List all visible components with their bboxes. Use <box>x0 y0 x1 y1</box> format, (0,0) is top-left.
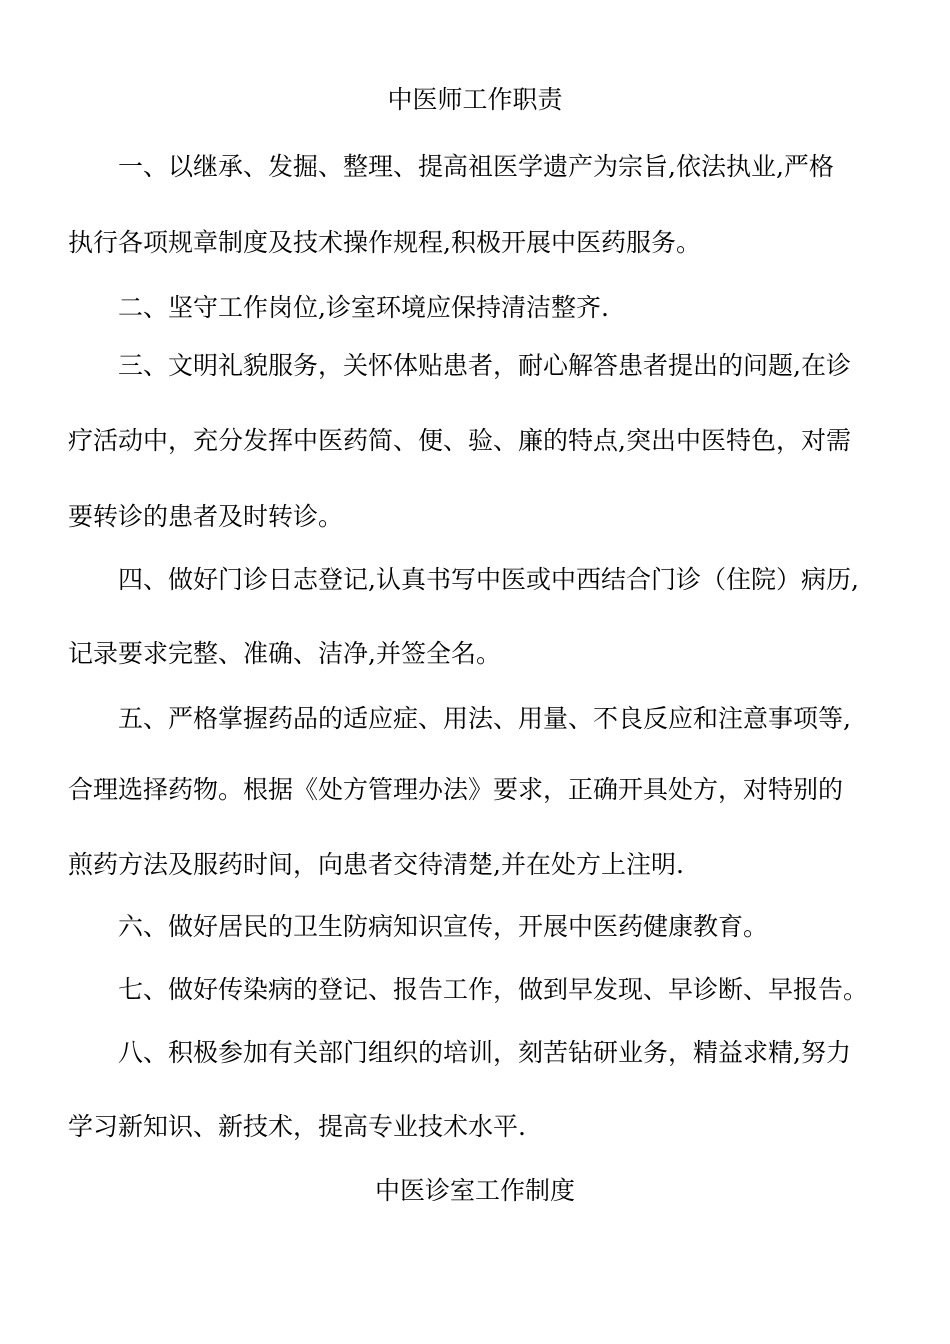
paragraph-3-line-2: 疗活动中，充分发挥中医药简、便、验、廉的特点,突出中医特色，对需 <box>68 426 851 455</box>
paragraph-3-line-1: 三、文明礼貌服务，关怀体贴患者，耐心解答患者提出的问题,在诊 <box>118 351 851 380</box>
paragraph-6-line-1: 六、做好居民的卫生防病知识宣传，开展中医药健康教育。 <box>118 912 769 941</box>
paragraph-7-line-1: 七、做好传染病的登记、报告工作，做到早发现、早诊断、早报告。 <box>118 975 869 1004</box>
paragraph-8-line-1: 八、积极参加有关部门组织的培训，刻苦钻研业务，精益求精,努力 <box>118 1038 851 1067</box>
paragraph-4-line-1: 四、做好门诊日志登记,认真书写中医或中西结合门诊（住院）病历, <box>118 565 859 594</box>
paragraph-4-line-2: 记录要求完整、准确、洁净,并签全名。 <box>68 639 501 668</box>
paragraph-5-line-3: 煎药方法及服药时间，向患者交待清楚,并在处方上注明. <box>68 850 684 879</box>
paragraph-3-line-3: 要转诊的患者及时转诊。 <box>68 502 344 531</box>
paragraph-1-line-2: 执行各项规章制度及技术操作规程,积极开展中医药服务。 <box>68 228 701 257</box>
paragraph-1-line-1: 一、以继承、发掘、整理、提高祖医学遗产为宗旨,依法执业,严格 <box>118 152 834 181</box>
paragraph-5-line-2: 合理选择药物。根据《处方管理办法》要求，正确开具处方，对特别的 <box>68 775 844 804</box>
paragraph-5-line-1: 五、严格掌握药品的适应症、用法、用量、不良反应和注意事项等, <box>118 704 851 733</box>
paragraph-8-line-2: 学习新知识、新技术，提高专业技术水平. <box>68 1112 526 1141</box>
section-title: 中医诊室工作制度 <box>374 1176 575 1205</box>
page-title: 中医师工作职责 <box>387 85 563 114</box>
paragraph-2-line-1: 二、坚守工作岗位,诊室环境应保持清洁整齐. <box>118 293 609 322</box>
